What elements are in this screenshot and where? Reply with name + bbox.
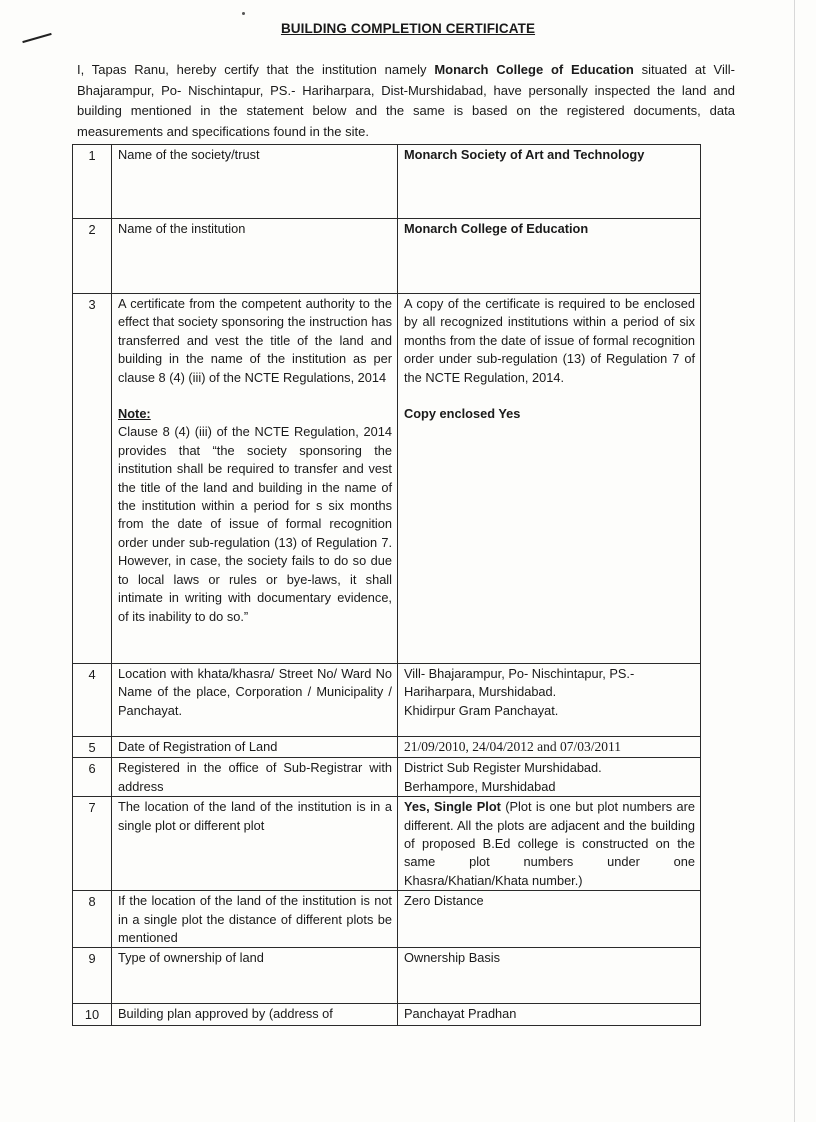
row-answer: Zero Distance: [398, 891, 701, 948]
row-question: If the location of the land of the institution is not in a single plot the distance of different plots be mentioned: [112, 891, 398, 948]
plot-explanation: (Plot is one but plot numbers are different. All the plots are adjacent and the building of proposed B.Ed college is constructed on the same plot numbers under one Khasra/Khatian/Khata number.): [404, 799, 696, 888]
row-number: 7: [73, 797, 112, 891]
certification-paragraph: [77, 60, 735, 142]
row-question: [112, 294, 398, 664]
note-label: Note:: [118, 406, 151, 422]
row-answer: 21/09/2010, 24/04/2012 and 07/03/2011: [398, 737, 701, 758]
table-row: [73, 948, 701, 1004]
single-plot-status: Yes, Single Plot: [404, 799, 501, 815]
row-number: 4: [73, 664, 112, 737]
row-question: Date of Registration of Land: [112, 737, 398, 758]
row-question: The location of the land of the institution is in a single plot or different plot: [112, 797, 398, 891]
row-answer: Monarch College of Education: [398, 219, 701, 294]
row-answer: [398, 758, 701, 797]
row-question: Registered in the office of Sub-Registrar with address: [112, 758, 398, 797]
sub-registrar-office: District Sub Register Murshidabad.: [404, 760, 602, 776]
row-answer: Ownership Basis: [398, 948, 701, 1004]
row-number: 2: [73, 219, 112, 294]
row-question: Location with khata/khasra/ Street No/ Ward No Name of the place, Corporation / Municipality / Panchayat.: [112, 664, 398, 737]
row-number: 6: [73, 758, 112, 797]
certificate-table: [72, 144, 701, 1026]
table-row: [73, 145, 701, 219]
row-question: Type of ownership of land: [112, 948, 398, 1004]
row-question: Name of the institution: [112, 219, 398, 294]
intro-text-2: situated at Vill-Bhajarampur, Po- Nischintapur, PS.- Hariharpara, Dist-Murshidabad, have personally inspected the land and building mentioned in the statement below and the same is based on the registered documents, data measurements and specifications found in the site.: [77, 62, 735, 139]
table-row: [73, 891, 701, 948]
row-answer: Monarch Society of Art and Technology: [398, 145, 701, 219]
sub-registrar-address: Berhampore, Murshidabad: [404, 778, 556, 794]
table-row: [73, 664, 701, 737]
copy-enclosed-status: Copy enclosed Yes: [404, 406, 521, 422]
note-text: Clause 8 (4) (iii) of the NCTE Regulation, 2014 provides that “the society sponsoring the institution shall be required to transfer and vest the title of the land and building in the name of the institution within a period for s six months from the date of issue of formal recognition order under sub-regulation (13) of Regulation 7. However, in case, the society fails to do so due to local laws or rules or bye-laws, it shall intimate in writing with documentary evidence, of its inability to do so.”: [118, 424, 392, 624]
table-row: [73, 797, 701, 891]
ink-dot: [242, 12, 245, 15]
row-answer: [398, 294, 701, 664]
row-question: Building plan approved by (address of: [112, 1004, 398, 1025]
row-number: 10: [73, 1004, 112, 1025]
row-question: Name of the society/trust: [112, 145, 398, 219]
location-address: Vill- Bhajarampur, Po- Nischintapur, PS.- Hariharpara, Murshidabad.: [404, 666, 635, 700]
row-number: 9: [73, 948, 112, 1004]
row-answer: [398, 664, 701, 737]
row-number: 8: [73, 891, 112, 948]
document-title: BUILDING COMPLETION CERTIFICATE: [280, 21, 536, 36]
row-number: 1: [73, 145, 112, 219]
table-row: [73, 737, 701, 758]
intro-institution-name: Monarch College of Education: [434, 62, 634, 77]
row-answer: Panchayat Pradhan: [398, 1004, 701, 1025]
table-row: [73, 294, 701, 664]
table-row: [73, 219, 701, 294]
table-row: [73, 1004, 701, 1025]
scan-edge-line: [794, 0, 795, 1122]
row-answer: [398, 797, 701, 891]
clause-requirement-text: A certificate from the competent authority to the effect that society sponsoring the instruction has transferred and vest the title of the land and building in the name of the institution as per clause 8 (4) (iii) of the NCTE Regulations, 2014: [118, 296, 392, 385]
certificate-answer-text: A copy of the certificate is required to be enclosed by all recognized institutions within a period of six months from the date of issue of formal recognition order under sub-regulation (13) of Regulation 7 of the NCTE Regulation, 2014.: [404, 296, 695, 385]
row-number: 5: [73, 737, 112, 758]
gram-panchayat: Khidirpur Gram Panchayat.: [404, 702, 559, 718]
row-number: 3: [73, 294, 112, 664]
intro-text-1: I, Tapas Ranu, hereby certify that the institution namely: [77, 62, 435, 77]
table-row: [73, 758, 701, 797]
